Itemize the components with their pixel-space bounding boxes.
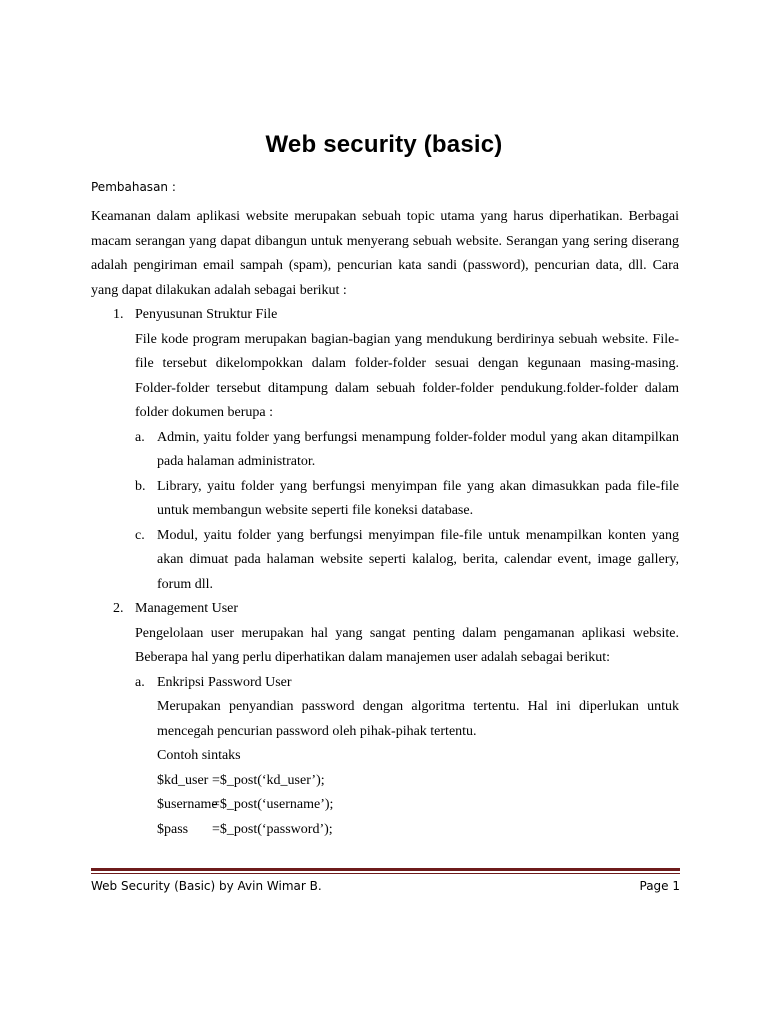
sub-heading: Enkripsi Password User <box>157 674 292 690</box>
code-label: Contoh sintaks <box>157 748 241 763</box>
sub-list-letter: b. <box>135 478 146 494</box>
sub-list-item <box>135 524 679 598</box>
sub-list-letter: a. <box>135 674 145 690</box>
list-item-2 <box>91 597 679 842</box>
code-line <box>157 769 679 794</box>
sub-list-letter: c. <box>135 527 145 543</box>
sub-list-text: Modul, yaitu folder yang berfungsi menyimpan file-file untuk menampilkan konten yang akan dimuat pada halaman website seperti kalalog, berita, calendar event, image gallery, forum dll. <box>157 527 679 592</box>
code-line <box>157 793 679 818</box>
list-number: 2. <box>113 601 124 616</box>
sub-list-text: Library, yaitu folder yang berfungsi menyimpan file yang akan dimasukkan pada file-file untuk membangun website seperti file koneksi database. <box>157 478 679 518</box>
footer-rule-thin <box>91 873 680 874</box>
footer-rule-thick <box>91 868 680 871</box>
code-variable: $username <box>157 797 218 812</box>
code-value: =$_post(‘kd_user’); <box>212 772 325 788</box>
footer-author: Web Security (Basic) by Avin Wimar B. <box>91 879 322 893</box>
page-title: Web security (basic) <box>265 131 503 158</box>
intro-paragraph: Keamanan dalam aplikasi website merupakan sebuah topic utama yang harus diperhatikan. Berbagai macam serangan yang dapat dibangun untuk menyerang sebuah website. Serangan yang sering diserang adalah pengiriman email sampah (spam), pencurian kata sandi (password), pencurian data, dll. Cara yang dapat dilakukan adalah sebagai berikut : <box>91 209 679 298</box>
code-value: =$_post(‘username’); <box>212 797 334 812</box>
sub-list-item <box>135 426 679 475</box>
subtitle: Pembahasan : <box>91 180 176 194</box>
sub-paragraph: Merupakan penyandian password dengan algoritma tertentu. Hal ini diperlukan untuk mencegah pencurian password oleh pihak-pihak tertentu. <box>157 699 679 739</box>
section-paragraph: Pengelolaan user merupakan hal yang sangat penting dalam pengamanan aplikasi website. Beberapa hal yang perlu diperhatikan dalam manajemen user adalah sebagai berikut: <box>135 625 679 665</box>
page-footer <box>91 879 680 893</box>
section-heading: Penyusunan Struktur File <box>135 307 278 322</box>
section-paragraph: File kode program merupakan bagian-bagian yang mendukung berdirinya sebuah website. File-file tersebut dikelompokkan dalam folder-folder sesuai dengan kegunaan masing-masing. Folder-folder tersebut ditampung dalam sebuah folder-folder pendukung.folder-folder dalam folder dokumen berupa : <box>135 331 679 420</box>
list-item-1 <box>91 303 679 597</box>
sub-list-letter: a. <box>135 429 145 445</box>
page-number: Page 1 <box>639 879 680 893</box>
code-variable: $kd_user <box>157 772 209 788</box>
document-body <box>91 205 679 842</box>
code-value: =$_post(‘password’); <box>212 821 333 837</box>
sub-list-item <box>135 475 679 524</box>
code-line <box>157 818 679 843</box>
code-variable: $pass <box>157 821 189 837</box>
sub-list-text: Admin, yaitu folder yang berfungsi menampung folder-folder modul yang akan ditampilkan pada halaman administrator. <box>157 429 679 469</box>
section-heading: Management User <box>135 601 239 616</box>
list-number: 1. <box>113 307 124 322</box>
sub-list-item <box>135 671 679 843</box>
